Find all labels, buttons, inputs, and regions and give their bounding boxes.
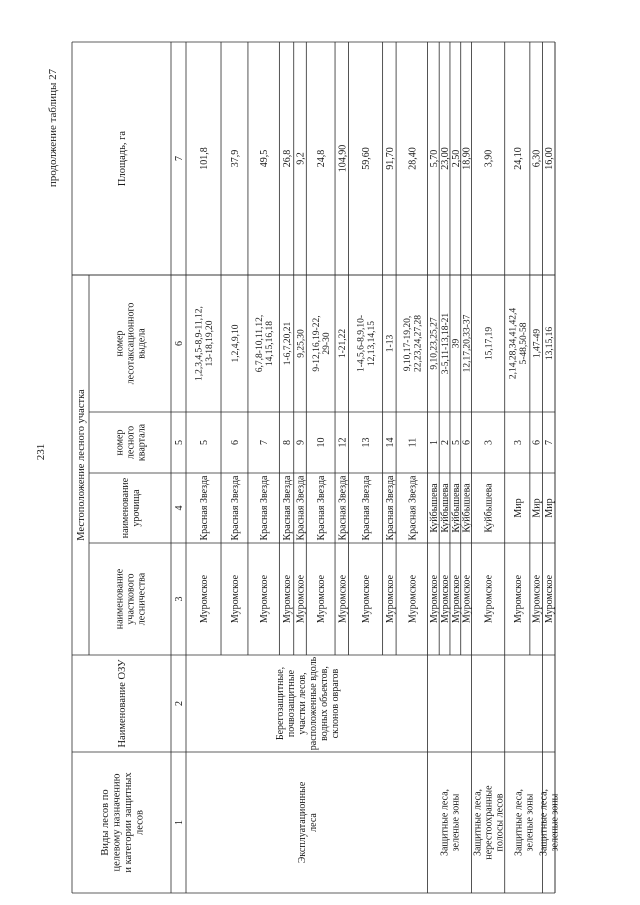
group-g2: Защитные леса,зеленые зоны	[439, 788, 462, 857]
row-12-tract: Куйбышева	[450, 483, 462, 533]
row-8-tract: Красная Звезда	[384, 475, 396, 541]
row-10-quarter: 1	[428, 440, 440, 445]
group-g4: Защитные леса,зеленые зоны	[513, 788, 536, 857]
row-15-quarter: 3	[512, 440, 524, 445]
row-0-allotment: 1,2,3,4,5-8,9-11,12,13-18,19,20	[194, 306, 216, 381]
row-11-tract: Куйбышева	[440, 483, 452, 533]
row-16-allotment: 1,47-49	[532, 328, 543, 359]
row-11-forestry: Муромское	[440, 574, 452, 624]
row-14-quarter: 3	[483, 440, 495, 445]
group-g1: Эксплуатационныелеса	[296, 781, 319, 864]
row-2-allotment: 6,7,8-10,11,12,14,15,16,18	[254, 314, 276, 373]
row-17-tract: Мир	[544, 498, 556, 518]
row-17-quarter: 7	[544, 440, 556, 445]
ozu-name: Берегозащитные,почвозащитныеучастки лесов,расположенные вдольводных объектов,склонов оврагов	[274, 656, 341, 751]
row-10-tract: Куйбышева	[428, 483, 440, 533]
row-14-allotment: 15,17,19	[484, 326, 495, 361]
row-4-tract: Красная Звезда	[295, 475, 307, 541]
row-14-tract: Куйбышева	[483, 483, 495, 533]
row-8-forestry: Муромское	[384, 574, 396, 624]
row-9-quarter: 11	[407, 437, 419, 448]
row-9-area: 28,40	[407, 147, 419, 170]
page-number: 231	[34, 443, 47, 461]
col-number-6: 6	[174, 341, 185, 346]
row-4-area: 9,2	[295, 152, 307, 165]
row-16-forestry: Муромское	[531, 574, 543, 624]
row-10-area: 5,70	[428, 149, 440, 168]
row-17-allotment: 13,15,16	[545, 326, 556, 361]
row-13-forestry: Муромское	[461, 574, 473, 624]
row-9-forestry: Муромское	[407, 574, 419, 624]
row-7-allotment: 1-4,5,6-8,9,10-12,13,14,15	[356, 315, 378, 372]
row-3-quarter: 8	[282, 440, 294, 445]
row-14-forestry: Муромское	[483, 574, 495, 624]
continuation-label: продолжение таблицы 27	[46, 68, 59, 188]
header-c4: наименованиеурочища	[120, 477, 142, 539]
row-3-allotment: 1-6,7,20,21	[282, 321, 293, 366]
row-1-allotment: 1,2,4,9,10	[230, 324, 241, 363]
row-2-tract: Красная Звезда	[259, 475, 271, 541]
row-5-quarter: 10	[316, 437, 328, 448]
row-12-forestry: Муромское	[450, 574, 462, 624]
group-g3: Защитные леса,нерестоохранныеполосы лесов	[472, 785, 506, 860]
row-6-area: 104,90	[337, 144, 349, 173]
row-6-allotment: 1-21,22	[338, 328, 349, 359]
row-2-forestry: Муромское	[259, 574, 271, 624]
table-rotation-group	[35, 42, 561, 893]
row-9-tract: Красная Звезда	[407, 475, 419, 541]
col-number-3: 3	[174, 596, 185, 602]
row-1-tract: Красная Звезда	[229, 475, 241, 541]
row-1-forestry: Муромское	[229, 574, 241, 624]
row-8-allotment: 1-13	[385, 334, 396, 353]
row-5-area: 24,8	[316, 149, 328, 168]
row-13-allotment: 12,17,20,33-37	[462, 314, 473, 373]
row-15-forestry: Муромское	[512, 574, 524, 624]
header-c6: номерлесотаксационноговыдела	[114, 302, 148, 385]
row-4-allotment: 9,25,30	[296, 329, 307, 358]
row-1-quarter: 6	[229, 440, 241, 445]
row-15-area: 24,10	[512, 147, 524, 170]
row-4-quarter: 9	[295, 440, 307, 445]
row-0-tract: Красная Звезда	[199, 475, 211, 541]
row-13-tract: Куйбышева	[461, 483, 473, 533]
row-8-area: 91,70	[384, 147, 396, 170]
row-17-forestry: Муромское	[544, 574, 556, 624]
row-5-tract: Красная Звезда	[316, 475, 328, 541]
row-16-tract: Мир	[531, 498, 543, 518]
row-12-area: 2,50	[450, 149, 462, 168]
row-2-quarter: 7	[259, 440, 271, 445]
row-8-quarter: 14	[384, 437, 396, 448]
header-c2: Наименование ОЗУ	[117, 659, 129, 748]
header-c5: номерлесногоквартала	[114, 423, 148, 462]
row-3-forestry: Муромское	[282, 574, 294, 624]
col-number-7: 7	[174, 156, 185, 161]
row-15-allotment: 2,14,28,34,41,42,45-48,50-58	[508, 307, 529, 380]
col-number-1: 1	[174, 820, 185, 825]
row-14-area: 3,90	[483, 149, 495, 168]
group-g5: Защитные леса,зеленые зоны	[538, 788, 561, 857]
row-15-tract: Мир	[512, 498, 524, 518]
row-5-forestry: Муромское	[316, 574, 328, 624]
col-number-4: 4	[174, 505, 185, 511]
table-grid	[72, 42, 555, 893]
row-7-area: 59,60	[361, 147, 373, 170]
row-13-quarter: 6	[461, 440, 473, 445]
row-7-quarter: 13	[361, 437, 373, 448]
row-12-allotment: 39	[451, 338, 462, 349]
row-13-area: 18,90	[461, 147, 473, 170]
row-12-quarter: 5	[450, 440, 462, 445]
header-c7: Площадь, га	[117, 130, 129, 187]
header-c1: Виды лесов поцелевому назначениюи категории защитныхлесов	[99, 772, 146, 873]
row-4-forestry: Муромское	[295, 574, 307, 624]
row-6-forestry: Муромское	[337, 574, 349, 624]
row-6-quarter: 12	[337, 437, 349, 448]
header-location-group: Местоположение лесного участка	[76, 389, 88, 541]
row-16-area: 6,30	[531, 149, 543, 168]
row-5-allotment: 9-12,16,19-22,29-30	[311, 315, 333, 372]
row-10-allotment: 9,10,23,25,27	[429, 317, 440, 370]
row-0-forestry: Муромское	[199, 574, 211, 624]
row-1-area: 37,9	[229, 149, 241, 168]
row-0-area: 101,8	[199, 147, 211, 170]
row-16-quarter: 6	[531, 440, 543, 445]
row-6-tract: Красная Звезда	[337, 475, 349, 541]
row-2-area: 49,5	[259, 149, 271, 168]
row-17-area: 16,00	[544, 147, 556, 170]
row-7-forestry: Муромское	[361, 574, 373, 624]
row-9-allotment: 9,10,17-19,20,22,23,24,27,28	[402, 315, 424, 372]
row-11-allotment: 3-5,11-13,18-21	[440, 312, 451, 375]
row-11-area: 23,00	[440, 147, 452, 170]
row-3-area: 26,8	[282, 149, 294, 168]
row-0-quarter: 5	[199, 440, 211, 445]
col-number-2: 2	[174, 701, 185, 706]
row-11-quarter: 2	[440, 440, 452, 445]
row-7-tract: Красная Звезда	[361, 475, 373, 541]
row-10-forestry: Муромское	[428, 574, 440, 624]
row-3-tract: Красная Звезда	[282, 475, 294, 541]
header-c3: наименованиеучастковоголесничества	[114, 568, 148, 630]
col-number-5: 5	[174, 440, 185, 445]
